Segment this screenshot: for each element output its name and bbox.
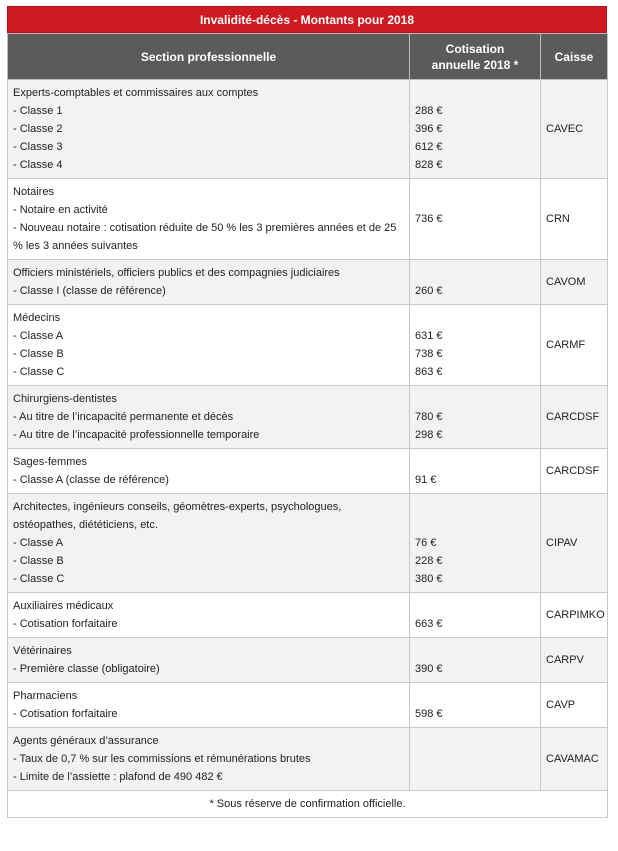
caisse-cell: CARPV (541, 638, 608, 683)
caisse-cell: CRN (541, 179, 608, 260)
section-subitem: - Classe 2 (13, 123, 63, 135)
section-subitem: - Nouveau notaire : cotisation réduite de 50 % les 3 premières années et de 25 % les 3 années suivantes (13, 222, 397, 252)
section-cell (8, 683, 410, 728)
amount-value: 390 € (415, 663, 443, 675)
amount-cell (410, 179, 541, 260)
amount-value: 780 € (415, 411, 443, 423)
section-cell (8, 80, 410, 179)
table-row (8, 80, 608, 179)
amount-value: 288 € (415, 105, 443, 117)
section-cell (8, 728, 410, 791)
amount-cell (410, 449, 541, 494)
amount-cell (410, 386, 541, 449)
section-cell (8, 305, 410, 386)
amount-value: 631 € (415, 330, 443, 342)
section-heading: Pharmaciens (13, 690, 78, 702)
section-subitem: - Limite de l’assiette : plafond de 490 482 € (13, 771, 223, 783)
caisse-cell: CAVOM (541, 260, 608, 305)
section-subitem: - Classe A (classe de référence) (13, 474, 169, 486)
caisse-cell: CIPAV (541, 494, 608, 593)
section-heading: Architectes, ingénieurs conseils, géomètres-experts, psychologues, ostéopathes, diététiciens, etc. (13, 501, 342, 531)
amount-value: 663 € (415, 618, 443, 630)
contribution-table (7, 33, 608, 818)
footnote-row (8, 791, 608, 818)
footnote: * Sous réserve de confirmation officielle. (8, 791, 608, 818)
section-heading: Auxiliaires médicaux (13, 600, 114, 612)
section-cell (8, 638, 410, 683)
table-row (8, 494, 608, 593)
section-subitem: - Première classe (obligatoire) (13, 663, 160, 675)
section-heading: Agents généraux d’assurance (13, 735, 159, 747)
header-cotisation-line1: Cotisation (445, 41, 505, 56)
amount-value: 380 € (415, 573, 443, 585)
header-cotisation-line2: annuelle 2018 * (431, 57, 519, 72)
amount-value: 736 € (415, 212, 443, 225)
caisse-cell: CARPIMKO (541, 593, 608, 638)
section-subitem: - Au titre de l’incapacité professionnelle temporaire (13, 429, 260, 441)
section-subitem: - Classe A (13, 330, 64, 342)
section-cell (8, 179, 410, 260)
amount-cell (410, 593, 541, 638)
section-subitem: - Au titre de l’incapacité permanente et décès (13, 411, 234, 423)
section-cell (8, 494, 410, 593)
amount-cell (410, 728, 541, 791)
table-row (8, 386, 608, 449)
section-subitem: - Classe I (classe de référence) (13, 285, 166, 297)
amount-value: 396 € (415, 123, 443, 135)
header-caisse: Caisse (541, 34, 608, 80)
section-subitem: - Classe 4 (13, 159, 63, 171)
section-cell (8, 260, 410, 305)
table-row (8, 179, 608, 260)
section-subitem: - Classe B (13, 555, 64, 567)
amount-cell (410, 260, 541, 305)
amount-value: 298 € (415, 429, 443, 441)
section-cell (8, 593, 410, 638)
table-title: Invalidité-décès - Montants pour 2018 (7, 6, 607, 33)
amount-cell (410, 683, 541, 728)
section-heading: Médecins (13, 312, 61, 324)
section-subitem: - Classe 1 (13, 105, 63, 117)
header-section: Section professionnelle (8, 34, 410, 80)
table-header-row (8, 34, 608, 80)
contribution-table-container (7, 6, 607, 818)
section-subitem: - Notaire en activité (13, 204, 108, 216)
caisse-cell: CAVEC (541, 80, 608, 179)
amount-cell (410, 494, 541, 593)
section-cell (8, 449, 410, 494)
amount-value: 598 € (415, 708, 443, 720)
table-row (8, 593, 608, 638)
amount-value: 863 € (415, 366, 443, 378)
table-row (8, 305, 608, 386)
section-subitem: - Cotisation forfaitaire (13, 708, 118, 720)
amount-value: 228 € (415, 555, 443, 567)
section-subitem: - Classe C (13, 366, 65, 378)
table-row (8, 449, 608, 494)
amount-value: 738 € (415, 348, 443, 360)
amount-cell (410, 80, 541, 179)
caisse-cell: CARCDSF (541, 449, 608, 494)
header-cotisation (410, 34, 541, 80)
caisse-cell: CARMF (541, 305, 608, 386)
section-subitem: - Classe 3 (13, 141, 63, 153)
table-row (8, 638, 608, 683)
section-cell (8, 386, 410, 449)
amount-value: 828 € (415, 159, 443, 171)
amount-value: 91 € (415, 474, 437, 486)
section-heading: Officiers ministériels, officiers publics et des compagnies judiciaires (13, 267, 340, 279)
table-body (8, 80, 608, 791)
section-subitem: - Classe C (13, 573, 65, 585)
section-subitem: - Classe B (13, 348, 64, 360)
amount-cell (410, 305, 541, 386)
section-heading: Chirurgiens-dentistes (13, 393, 117, 405)
table-row (8, 728, 608, 791)
caisse-cell: CAVP (541, 683, 608, 728)
amount-value: 76 € (415, 537, 437, 549)
table-row (8, 260, 608, 305)
section-heading: Notaires (13, 186, 54, 198)
caisse-cell: CARCDSF (541, 386, 608, 449)
section-subitem: - Cotisation forfaitaire (13, 618, 118, 630)
section-heading: Experts-comptables et commissaires aux comptes (13, 87, 259, 99)
section-subitem: - Classe A (13, 537, 64, 549)
section-heading: Vétérinaires (13, 645, 72, 657)
section-subitem: - Taux de 0,7 % sur les commissions et rémunérations brutes (13, 753, 311, 765)
amount-value: 260 € (415, 285, 443, 297)
amount-value: 612 € (415, 141, 443, 153)
section-heading: Sages-femmes (13, 456, 87, 468)
amount-cell (410, 638, 541, 683)
table-row (8, 683, 608, 728)
caisse-cell: CAVAMAC (541, 728, 608, 791)
